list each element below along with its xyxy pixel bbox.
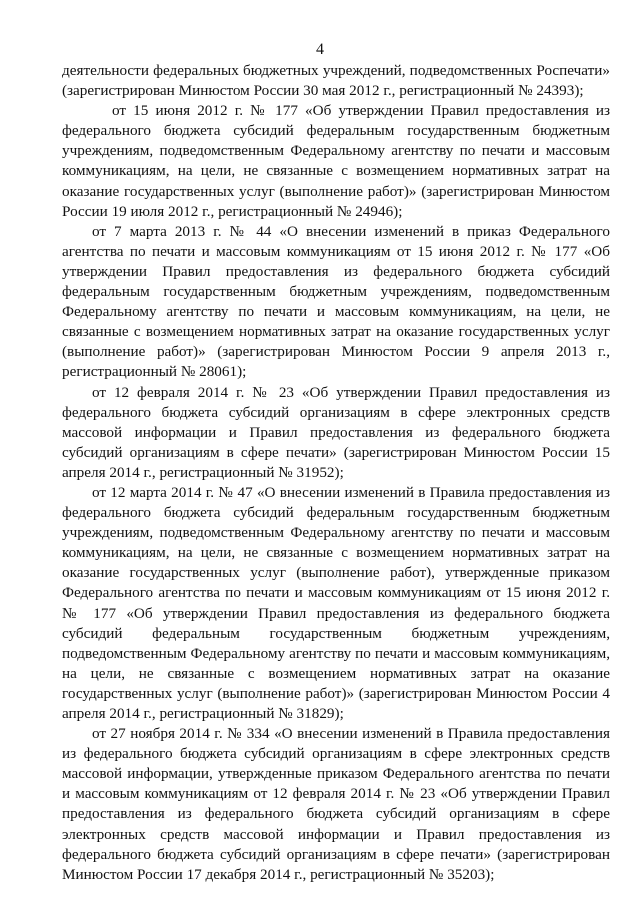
paragraph-order-334: от 27 ноября 2014 г. № 334 «О внесении изменений в Правила предоставления из федерального бюджета субсидий организациям в сфере электронных средств массовой информации, утвержденные приказом Федерального агентства по печати и массовым коммуникациям от 12 февраля 2014 г. № 23 «Об утверждении Правил предоставления из федерального бюджета субсидий организациям в сфере электронных средств массовой информации и Правил предоставления из федерального бюджета субсидий организациям в сфере печати» (зарегистрирован Минюстом России 17 декабря 2014 г., регистрационный № 35203); [62, 725, 610, 883]
paragraph-continuation: деятельности федеральных бюджетных учреждений, подведомственных Роспечати» (зарегистрирован Минюстом России 30 мая 2012 г., регистрационный № 24393); [62, 62, 610, 100]
document-body [62, 61, 610, 885]
page-number: 4 [316, 41, 324, 58]
paragraph-order-47: от 12 марта 2014 г. № 47 «О внесении изменений в Правила предоставления из федерального бюджета субсидий федеральным государственным бюджетным учреждениям, подведомственным Федеральному агентству по печати и массовым коммуникациям, на цели, не связанные с возмещением нормативных затрат на оказание государственных услуг (выполнение работ), утвержденные приказом Федерального агентства по печати и массовым коммуникациям от 15 июня 2012 г. № 177 «Об утверждении Правил предоставления из федерального бюджета субсидий федеральным государственным бюджетным учреждениям, подведомственным Федеральному агентству по печати и массовым коммуникациям, на цели, не связанные с возмещением нормативных затрат на оказание государственных услуг (выполнение работ)» (зарегистрирован Минюстом России 4 апреля 2014 г., регистрационный № 31829); [62, 483, 610, 722]
paragraph-order-177: от 15 июня 2012 г. № 177 «Об утверждении Правил предоставления из федерального бюджета субсидий федеральным государственным бюджетным учреждениям, подведомственным Федеральному агентству по печати и массовым коммуникациям, на цели, не связанные с возмещением нормативных затрат на оказание государственных услуг (выполнение работ)» (зарегистрирован Минюстом России 19 июля 2012 г., регистрационный № 24946); [62, 102, 610, 220]
paragraph-order-23: от 12 февраля 2014 г. № 23 «Об утверждении Правил предоставления из федерального бюджета субсидий организациям в сфере электронных средств массовой информации и Правил предоставления из федерального бюджета субсидий организациям в сфере печати» (зарегистрирован Минюстом России 15 апреля 2014 г., регистрационный № 31952); [62, 383, 610, 481]
paragraph-order-44: от 7 марта 2013 г. № 44 «О внесении изменений в приказ Федерального агентства по печати и массовым коммуникациям от 15 июня 2012 г. № 177 «Об утверждении Правил предоставления из федерального бюджета субсидий федеральным государственным бюджетным учреждениям, подведомственным Федеральному агентству по печати и массовым коммуникациям, на цели, не связанные с возмещением нормативных затрат на оказание государственных услуг (выполнение работ)» (зарегистрирован Минюстом России 9 апреля 2013 г., регистрационный № 28061); [62, 222, 610, 381]
